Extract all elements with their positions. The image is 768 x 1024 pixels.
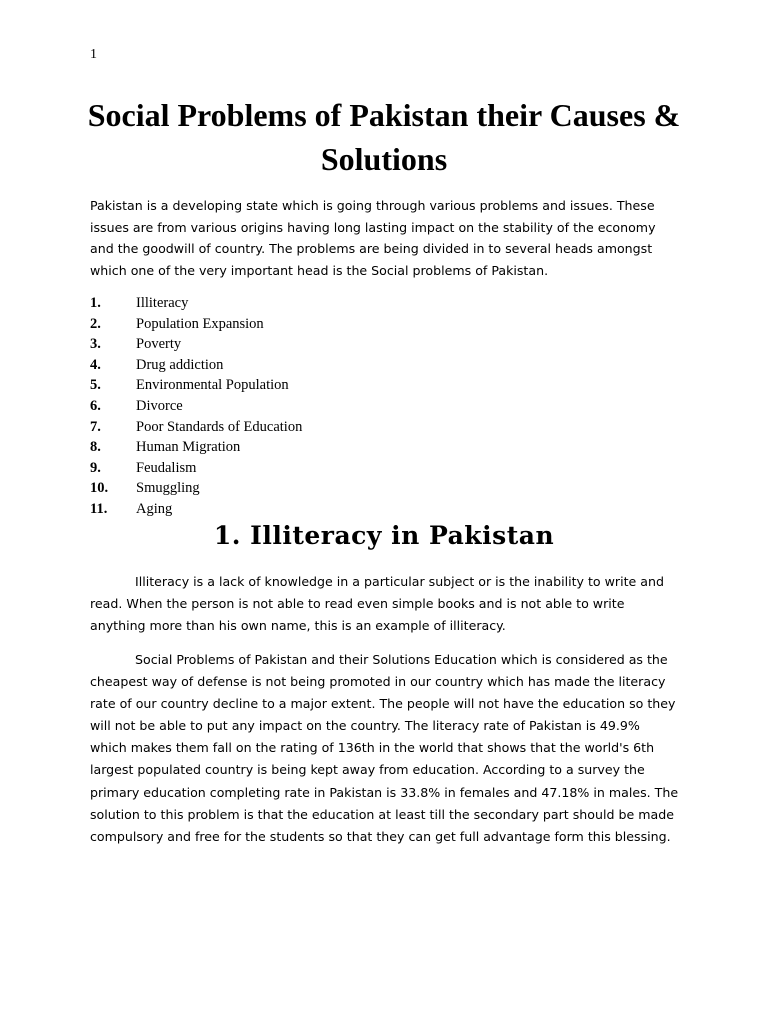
list-item [90, 293, 302, 314]
list-item [90, 437, 302, 458]
document-title: Social Problems of Pakistan their Causes & Solutions [87, 97, 681, 177]
list-item [90, 375, 302, 396]
list-item-label: Smuggling [136, 480, 200, 497]
list-item-number: 3. [90, 336, 101, 353]
list-item [90, 458, 302, 479]
list-item [90, 417, 302, 438]
list-item-label: Aging [136, 500, 173, 517]
list-item-label: Population Expansion [136, 315, 264, 332]
list-item-label: Divorce [136, 397, 183, 414]
body-paragraph [90, 649, 680, 848]
list-item-number: 7. [90, 418, 101, 435]
list-item-label: Drug addiction [136, 356, 224, 373]
list-item-number: 6. [90, 397, 101, 414]
body-paragraph [90, 571, 680, 637]
list-item-label: Poverty [136, 336, 182, 353]
list-item-label: Feudalism [136, 459, 197, 476]
list-item [90, 478, 302, 499]
page-number: 1 [90, 47, 97, 62]
list-item [90, 334, 302, 355]
list-item-number: 2. [90, 315, 101, 332]
section-heading: 1. Illiteracy in Pakistan [213, 521, 555, 550]
list-item-label: Poor Standards of Education [136, 418, 303, 435]
list-item-number: 4. [90, 356, 101, 373]
list-item-number: 1. [90, 295, 101, 311]
paragraph-text: Illiteracy is a lack of knowledge in a particular subject or is the inability to write and read. When the person is not able to read even simple books and is not able to write anything more than his own name, this is an example of illiteracy. [90, 574, 664, 634]
list-item [90, 499, 302, 520]
problem-list [90, 293, 302, 520]
list-item-number: 8. [90, 439, 101, 456]
list-item [90, 314, 302, 335]
list-item-label: Environmental Population [136, 377, 289, 394]
list-item [90, 396, 302, 417]
intro-paragraph: Pakistan is a developing state which is going through various problems and issues. These issues are from various origins having long lasting impact on the stability of the economy and the goodwill of country. The problems are being divided in to several heads amongst which one of the very important head is the Social problems of Pakistan. [90, 198, 656, 279]
list-item-number: 10. [90, 480, 109, 497]
list-item-label: Illiteracy [136, 295, 189, 311]
list-item-number: 9. [90, 459, 101, 476]
list-item-number: 11. [90, 500, 108, 517]
list-item [90, 355, 302, 376]
paragraph-text: Social Problems of Pakistan and their Solutions Education which is considered as the cheapest way of defense is not being promoted in our country which has made the literacy rate of our country decline to a major extent. The people will not have the education so they will not be able to put any impact on the country. The literacy rate of Pakistan is 49.9% which makes them fall on the rating of 136th in the world that shows that the world's 6th largest populated country is being kept away from education. According to a survey the primary education completing rate in Pakistan is 33.8% in females and 47.18% in males. The solution to this problem is that the education at least till the secondary part should be made compulsory and free for the students so that they can get full advantage form this blessing. [90, 652, 679, 844]
list-item-label: Human Migration [136, 439, 241, 456]
list-item-number: 5. [90, 377, 101, 394]
